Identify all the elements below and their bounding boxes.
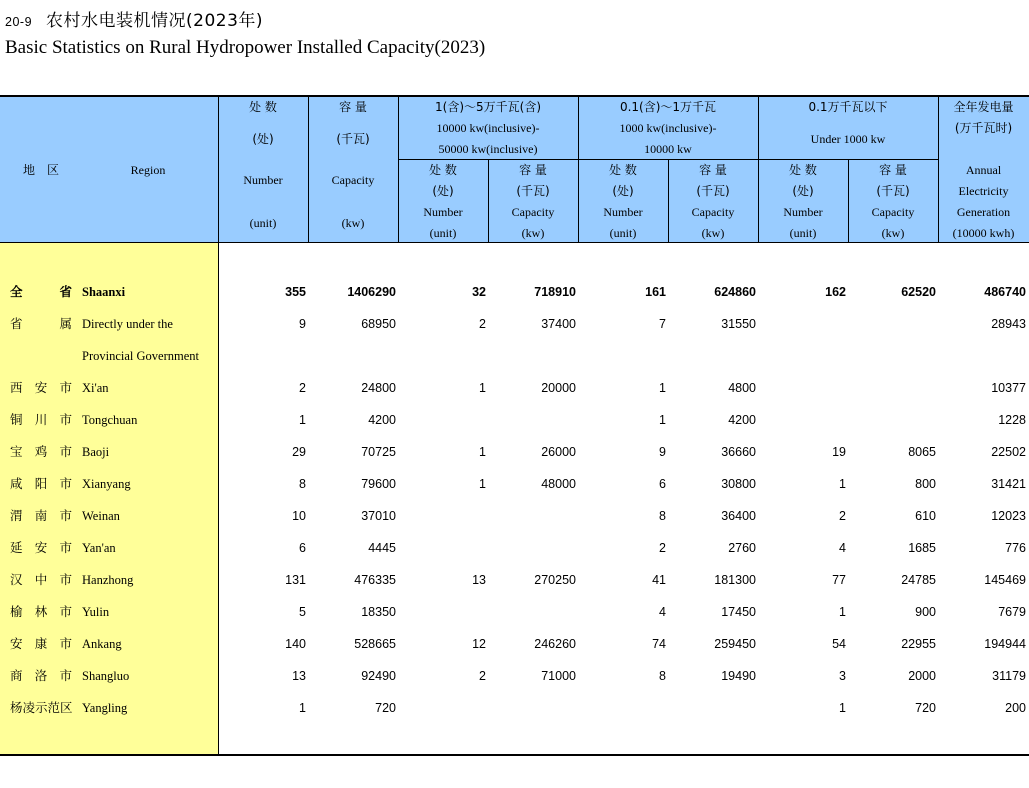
- cell-g3-number: 54: [832, 637, 846, 651]
- cell-g1-capacity: [490, 404, 576, 436]
- table-row: [0, 468, 1029, 500]
- cell-capacity: 92490: [361, 669, 396, 683]
- cell-g1-number: [400, 532, 486, 564]
- cell-g3-capacity: [850, 404, 936, 436]
- cell-g3-capacity: 610: [915, 509, 936, 523]
- cell-g2-capacity: 31550: [721, 317, 756, 331]
- cell-g1-number: 1: [479, 477, 486, 491]
- region-name-en: Shaanxi: [82, 285, 126, 299]
- cell-annual-generation: 200: [1005, 701, 1026, 715]
- cell-capacity: 24800: [361, 381, 396, 395]
- region-name-en: Yan'an: [82, 541, 116, 555]
- cell-g2-capacity: 624860: [714, 285, 756, 299]
- cell-g1-number: 2: [479, 669, 486, 683]
- cell-g3-number: [760, 372, 846, 404]
- cell-g3-number: 3: [839, 669, 846, 683]
- cell-g1-number: 12: [472, 637, 486, 651]
- header-annual-generation: 全年发电量 (万千瓦时) Annual Electricity Generation (10000 kwh): [952, 100, 1015, 240]
- cell-g2-number: 4: [659, 605, 666, 619]
- table-header: [0, 95, 1029, 243]
- cell-g3-capacity: 2000: [908, 669, 936, 683]
- cell-g2-capacity: [670, 340, 756, 372]
- header-g3-number: 处 数 (处) Number (unit): [783, 163, 823, 240]
- cell-annual-generation: 7679: [998, 605, 1026, 619]
- cell-capacity: 528665: [354, 637, 396, 651]
- cell-g1-capacity: [490, 692, 576, 724]
- cell-number: 10: [292, 509, 306, 523]
- cell-g1-capacity: 246260: [534, 637, 576, 651]
- cell-g3-number: [760, 340, 846, 372]
- cell-number: 2: [299, 381, 306, 395]
- cell-g3-capacity: 62520: [901, 285, 936, 299]
- cell-g3-number: 19: [832, 445, 846, 459]
- table-row: [0, 596, 1029, 628]
- cell-g2-capacity: 2760: [728, 541, 756, 555]
- cell-g2-number: 7: [659, 317, 666, 331]
- cell-annual-generation: 22502: [991, 445, 1026, 459]
- cell-annual-generation: 12023: [991, 509, 1026, 523]
- header-group-under-1000kw: 0.1万千瓦以下 Under 1000 kw: [808, 100, 888, 146]
- header-capacity: 容 量 (千瓦) Capacity (kw): [331, 100, 375, 230]
- cell-annual-generation: 145469: [984, 573, 1026, 587]
- cell-g2-number: 161: [645, 285, 666, 299]
- region-name-cn: 杨凌示范区: [10, 700, 73, 715]
- region-name-cn: 省 属: [10, 316, 72, 331]
- region-name-cn: 汉 中 市: [10, 572, 72, 587]
- cell-g1-capacity: 718910: [534, 285, 576, 299]
- cell-g3-capacity: [850, 340, 936, 372]
- cell-g1-number: 1: [479, 381, 486, 395]
- cell-number: 131: [285, 573, 306, 587]
- cell-g2-capacity: 4800: [728, 381, 756, 395]
- table-row: [0, 532, 1029, 564]
- cell-g3-number: 4: [839, 541, 846, 555]
- region-name-en: Yulin: [82, 605, 110, 619]
- region-name-en: Hanzhong: [82, 573, 134, 587]
- region-name-cn: 安 康 市: [10, 636, 72, 651]
- cell-number: 29: [292, 445, 306, 459]
- cell-annual-generation: 10377: [991, 381, 1026, 395]
- cell-g1-number: 32: [472, 285, 486, 299]
- cell-g1-number: [400, 404, 486, 436]
- region-name-cn: 渭 南 市: [10, 508, 72, 523]
- cell-g2-number: 8: [659, 509, 666, 523]
- region-name-en: Yangling: [82, 701, 128, 715]
- cell-annual-generation: 31179: [992, 669, 1026, 683]
- table-row: [0, 436, 1029, 468]
- region-name-cn: 铜 川 市: [10, 412, 72, 427]
- cell-g1-number: 1: [479, 445, 486, 459]
- table-row: [0, 628, 1029, 660]
- region-name-en: Provincial Government: [82, 349, 199, 363]
- table-title-en: Basic Statistics on Rural Hydropower Installed Capacity(2023): [5, 37, 486, 58]
- header-region-cn: 地 区: [22, 163, 59, 177]
- region-name-en: Xi'an: [82, 381, 109, 395]
- cell-g2-number: 8: [659, 669, 666, 683]
- cell-g3-number: 162: [825, 285, 846, 299]
- region-name-en: Baoji: [82, 445, 110, 459]
- cell-g3-number: [760, 308, 846, 340]
- cell-annual-generation: 486740: [984, 285, 1026, 299]
- cell-number: 9: [299, 317, 306, 331]
- region-name-cn: 咸 阳 市: [10, 476, 72, 491]
- cell-g1-number: [400, 340, 486, 372]
- cell-g1-capacity: 270250: [534, 573, 576, 587]
- cell-capacity: [310, 340, 396, 372]
- cell-number: 140: [285, 637, 306, 651]
- cell-g1-number: [400, 596, 486, 628]
- table-row: [0, 340, 1029, 372]
- cell-g3-capacity: 1685: [908, 541, 936, 555]
- table-title-cn: [5, 6, 263, 31]
- cell-g1-number: [400, 692, 486, 724]
- cell-capacity: 476335: [354, 573, 396, 587]
- cell-number: 1: [299, 701, 306, 715]
- region-name-en: Weinan: [82, 509, 120, 523]
- cell-g2-capacity: 181300: [714, 573, 756, 587]
- cell-g2-number: [580, 692, 666, 724]
- cell-g3-number: 77: [832, 573, 846, 587]
- cell-number: 5: [299, 605, 306, 619]
- cell-g3-capacity: 900: [915, 605, 936, 619]
- cell-g3-capacity: 22955: [901, 637, 936, 651]
- region-name-cn: 延 安 市: [10, 540, 72, 555]
- cell-number: 13: [292, 669, 306, 683]
- cell-capacity: 79600: [361, 477, 396, 491]
- cell-annual-generation: 776: [1005, 541, 1026, 555]
- header-region-en: Region: [130, 163, 166, 177]
- cell-g3-capacity: [850, 308, 936, 340]
- cell-g2-number: 6: [659, 477, 666, 491]
- cell-number: 355: [285, 285, 306, 299]
- cell-g3-number: 1: [839, 701, 846, 715]
- cell-g1-number: 13: [472, 573, 486, 587]
- cell-g1-capacity: 26000: [541, 445, 576, 459]
- region-name-en: Ankang: [82, 637, 122, 651]
- header-number: 处 数 (处) Number (unit): [243, 100, 283, 230]
- header-group-10000-50000kw: 1(含)～5万千瓦(含) 10000 kw(inclusive)- 50000 kw(inclusive): [435, 100, 541, 156]
- cell-number: [220, 340, 306, 372]
- table-row: [0, 404, 1029, 436]
- cell-g3-capacity: 24785: [901, 573, 936, 587]
- cell-g1-capacity: 48000: [541, 477, 576, 491]
- cell-capacity: 18350: [361, 605, 396, 619]
- region-name-cn: 商 洛 市: [10, 668, 72, 683]
- region-name-en: Directly under the: [82, 317, 173, 331]
- cell-number: 1: [299, 413, 306, 427]
- region-name-cn: 全 省: [10, 284, 72, 299]
- table-title-cn-text: 农村水电装机情况(2023年): [46, 11, 264, 31]
- cell-g2-number: 74: [652, 637, 666, 651]
- cell-g1-capacity: 37400: [541, 317, 576, 331]
- cell-g1-number: [400, 500, 486, 532]
- header-g2-number: 处 数 (处) Number (unit): [603, 163, 643, 240]
- table-bottom-rule: [0, 754, 1029, 756]
- cell-capacity: 720: [375, 701, 396, 715]
- region-name-cn: 榆 林 市: [10, 604, 72, 619]
- cell-g2-capacity: 36660: [721, 445, 756, 459]
- table-row: [0, 564, 1029, 596]
- region-name-cn: [10, 340, 72, 372]
- cell-annual-generation: [940, 340, 1026, 372]
- table-row: [0, 372, 1029, 404]
- cell-g1-capacity: [490, 500, 576, 532]
- cell-g2-capacity: 4200: [728, 413, 756, 427]
- cell-g1-capacity: [490, 532, 576, 564]
- table-number: 20-9: [5, 15, 33, 29]
- header-g3-capacity: 容 量 (千瓦) Capacity (kw): [871, 163, 915, 240]
- cell-number: 6: [299, 541, 306, 555]
- region-name-en: Xianyang: [82, 477, 131, 491]
- cell-annual-generation: 31421: [991, 477, 1026, 491]
- cell-g2-capacity: 30800: [721, 477, 756, 491]
- cell-capacity: 37010: [361, 509, 396, 523]
- cell-g2-capacity: 19490: [721, 669, 756, 683]
- table-row: [0, 500, 1029, 532]
- cell-capacity: 68950: [361, 317, 396, 331]
- region-name-en: Shangluo: [82, 669, 130, 683]
- region-name-cn: 宝 鸡 市: [10, 444, 72, 459]
- table-row: [0, 692, 1029, 724]
- cell-g3-capacity: [850, 372, 936, 404]
- cell-annual-generation: 194944: [984, 637, 1026, 651]
- header-g1-number: 处 数 (处) Number (unit): [423, 163, 463, 240]
- table-row: [0, 308, 1029, 340]
- cell-annual-generation: 1228: [998, 413, 1026, 427]
- cell-annual-generation: 28943: [991, 317, 1026, 331]
- header-g1-capacity: 容 量 (千瓦) Capacity (kw): [511, 163, 555, 240]
- cell-g3-number: 1: [839, 477, 846, 491]
- cell-g2-capacity: [670, 692, 756, 724]
- header-g2-capacity: 容 量 (千瓦) Capacity (kw): [691, 163, 735, 240]
- statistics-table: [0, 95, 1029, 756]
- cell-g3-capacity: 8065: [908, 445, 936, 459]
- cell-g2-number: 41: [652, 573, 666, 587]
- cell-g3-capacity: 720: [915, 701, 936, 715]
- cell-g1-capacity: [490, 596, 576, 628]
- cell-g1-number: 2: [479, 317, 486, 331]
- cell-g1-capacity: [490, 340, 576, 372]
- cell-g2-number: 1: [659, 381, 666, 395]
- cell-capacity: 4200: [368, 413, 396, 427]
- table-row: [0, 660, 1029, 692]
- cell-capacity: 70725: [361, 445, 396, 459]
- cell-g3-number: 1: [839, 605, 846, 619]
- cell-g3-number: 2: [839, 509, 846, 523]
- cell-g3-number: [760, 404, 846, 436]
- cell-g2-number: 2: [659, 541, 666, 555]
- cell-g2-number: [580, 340, 666, 372]
- header-group-1000-10000kw: 0.1(含)～1万千瓦 1000 kw(inclusive)- 10000 kw: [619, 100, 717, 156]
- cell-g2-number: 9: [659, 445, 666, 459]
- cell-g2-capacity: 259450: [714, 637, 756, 651]
- region-name-cn: 西 安 市: [10, 380, 72, 395]
- cell-g2-number: 1: [659, 413, 666, 427]
- table-row: [0, 276, 1029, 308]
- cell-capacity: 1406290: [347, 285, 396, 299]
- cell-g2-capacity: 36400: [721, 509, 756, 523]
- cell-g3-capacity: 800: [915, 477, 936, 491]
- cell-g1-capacity: 20000: [541, 381, 576, 395]
- cell-g2-capacity: 17450: [721, 605, 756, 619]
- cell-capacity: 4445: [368, 541, 396, 555]
- cell-number: 8: [299, 477, 306, 491]
- cell-g1-capacity: 71000: [541, 669, 576, 683]
- region-name-en: Tongchuan: [82, 413, 138, 427]
